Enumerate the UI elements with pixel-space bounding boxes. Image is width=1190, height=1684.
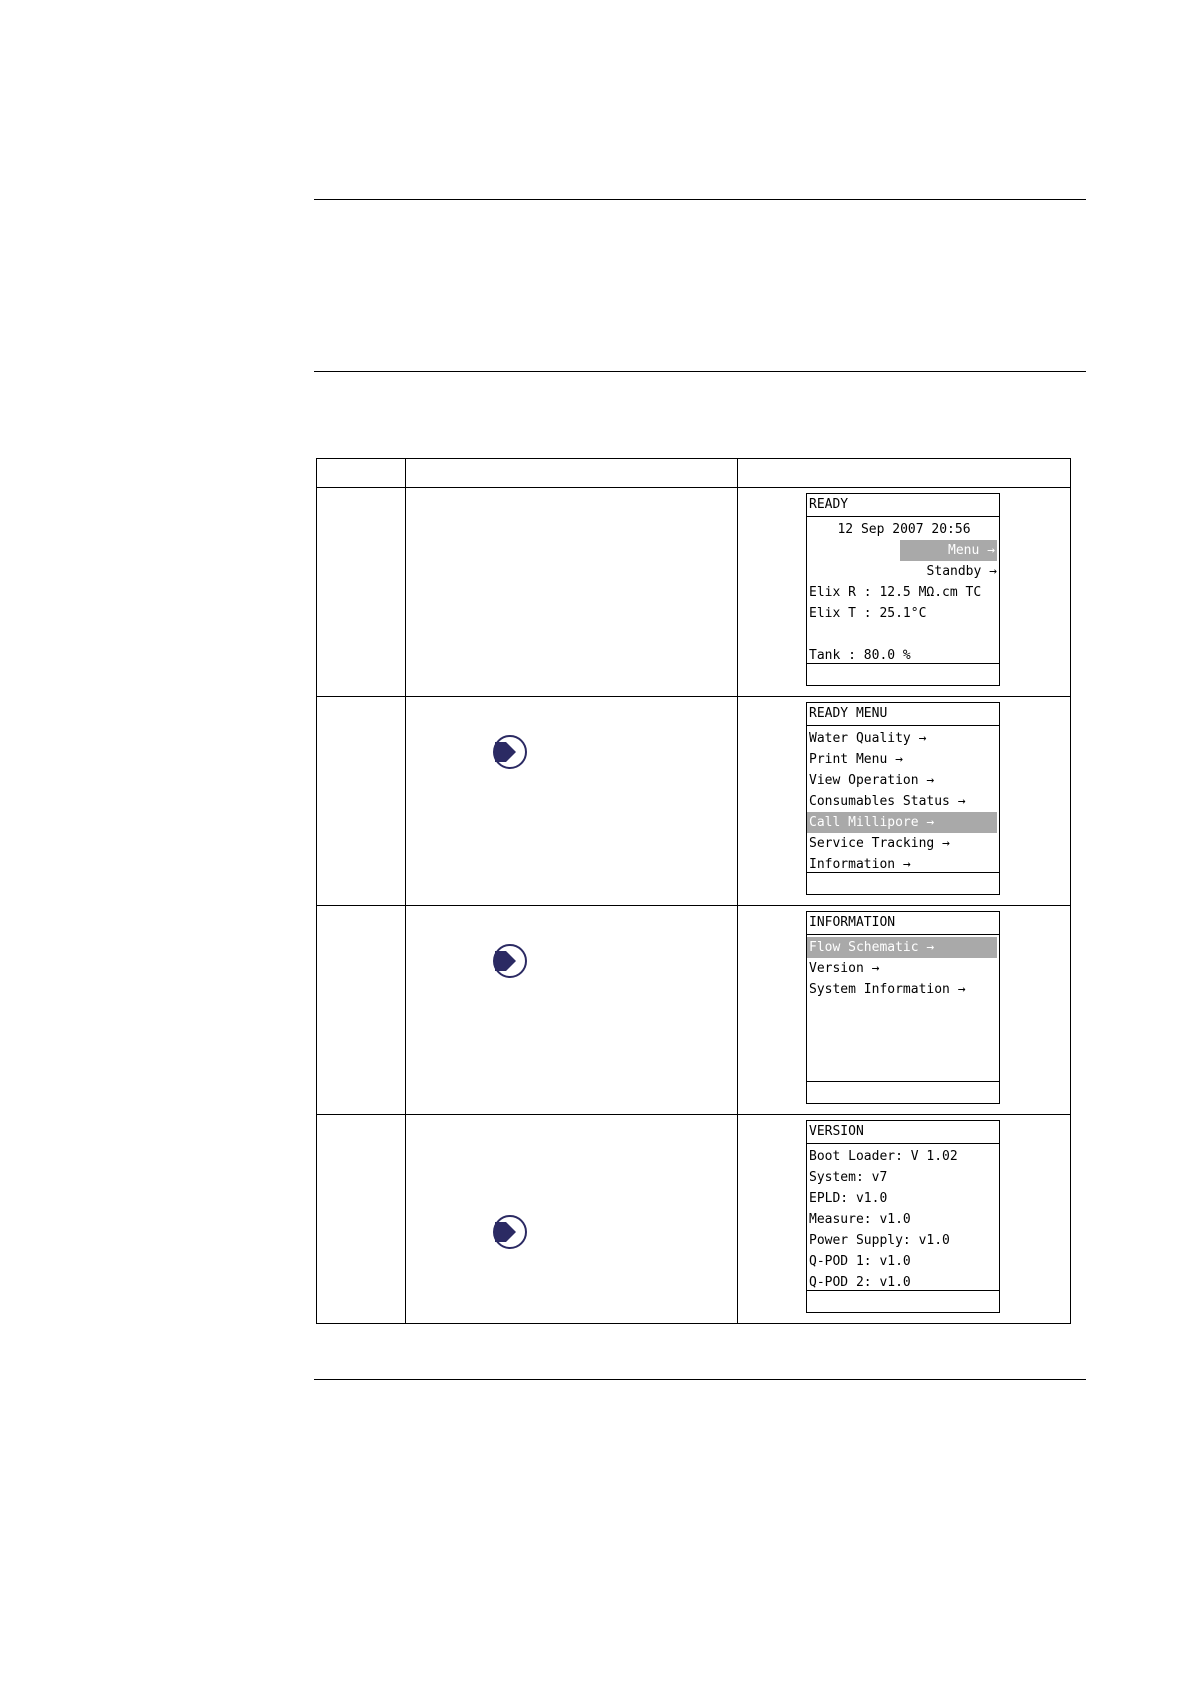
lcd-resistivity: Elix R : 12.5 MΩ.cm TC <box>809 585 982 600</box>
step-cell <box>317 697 406 906</box>
display-cell <box>738 1115 1071 1324</box>
action-cell <box>406 1115 738 1324</box>
version-system: System: v7 <box>809 1170 888 1185</box>
lcd-footer <box>807 663 999 685</box>
lcd-screen-information <box>806 911 1000 1104</box>
menu-option[interactable]: Menu → <box>900 540 997 561</box>
menu-item-consumables-status[interactable]: Consumables Status → <box>809 794 966 809</box>
step-cell <box>317 906 406 1115</box>
lcd-menu-line <box>807 540 999 561</box>
lcd-screen-version <box>806 1120 1000 1313</box>
display-cell <box>738 697 1071 906</box>
lcd-date: 12 Sep 2007 20:56 <box>837 522 971 537</box>
action-cell <box>406 697 738 906</box>
table-row <box>317 906 1071 1115</box>
bottom-rule <box>314 1379 1086 1380</box>
lcd-blank-line <box>807 624 999 645</box>
header-cell-step <box>317 459 406 488</box>
step-cell <box>317 488 406 697</box>
lcd-tank: Tank : 80.0 % <box>809 648 911 663</box>
top-rule <box>314 199 1086 200</box>
lcd-title: READY MENU <box>807 703 999 726</box>
version-qpod-1: Q-POD 1: v1.0 <box>809 1254 911 1269</box>
lcd-footer <box>807 1290 999 1312</box>
navigation-button-icon <box>492 734 528 770</box>
header-cell-display <box>738 459 1071 488</box>
lcd-footer <box>807 872 999 894</box>
menu-item-flow-schematic[interactable]: Flow Schematic → <box>807 937 997 958</box>
navigation-button-icon <box>492 943 528 979</box>
menu-item-service-tracking[interactable]: Service Tracking → <box>809 836 950 851</box>
navigation-button-icon <box>492 1214 528 1250</box>
section-rule <box>314 371 1086 372</box>
action-cell <box>406 906 738 1115</box>
display-cell <box>738 906 1071 1115</box>
table-row <box>317 1115 1071 1324</box>
menu-item-version[interactable]: Version → <box>809 961 880 976</box>
version-measure: Measure: v1.0 <box>809 1212 911 1227</box>
lcd-temperature: Elix T : 25.1°C <box>809 606 927 621</box>
menu-item-water-quality[interactable]: Water Quality → <box>809 731 927 746</box>
lcd-title: READY <box>807 494 999 517</box>
display-cell <box>738 488 1071 697</box>
version-qpod-2: Q-POD 2: v1.0 <box>809 1275 911 1290</box>
menu-item-system-information[interactable]: System Information → <box>809 982 966 997</box>
version-power-supply: Power Supply: v1.0 <box>809 1233 950 1248</box>
table-header-row <box>317 459 1071 488</box>
lcd-title: VERSION <box>807 1121 999 1144</box>
action-cell <box>406 488 738 697</box>
menu-item-print-menu[interactable]: Print Menu → <box>809 752 903 767</box>
standby-option[interactable]: Standby → <box>926 564 997 579</box>
lcd-screen-ready <box>806 493 1000 686</box>
version-boot-loader: Boot Loader: V 1.02 <box>809 1149 958 1164</box>
version-epld: EPLD: v1.0 <box>809 1191 888 1206</box>
lcd-screen-ready-menu <box>806 702 1000 895</box>
procedure-table <box>316 458 1071 1324</box>
table-row <box>317 488 1071 697</box>
table-row <box>317 697 1071 906</box>
menu-item-information[interactable]: Information → <box>809 857 911 872</box>
lcd-footer <box>807 1081 999 1103</box>
header-cell-action <box>406 459 738 488</box>
lcd-title: INFORMATION <box>807 912 999 935</box>
menu-item-call-millipore[interactable]: Call Millipore → <box>807 812 997 833</box>
menu-item-view-operation[interactable]: View Operation → <box>809 773 935 788</box>
step-cell <box>317 1115 406 1324</box>
